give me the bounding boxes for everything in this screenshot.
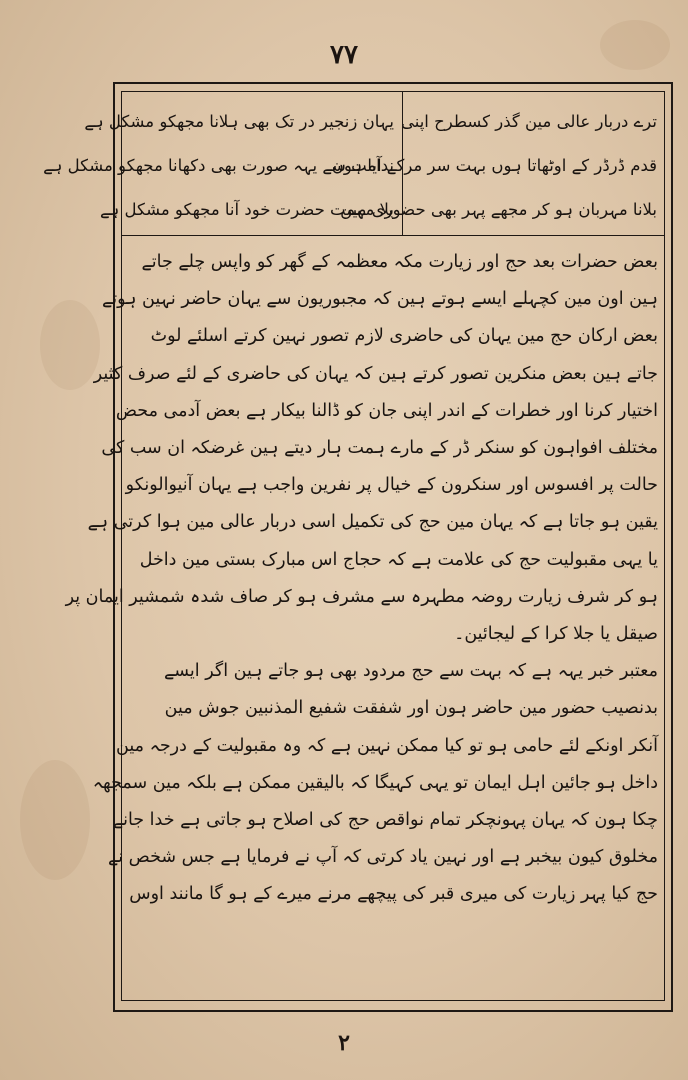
prose-line: یا یہی مقبولیت حج کی علامت ہے کہ حجاج اس مبارک بستی مین داخل [139, 549, 658, 570]
prose-line: بعض حضرات بعد حج اور زیارت مکہ معظمہ کے گھر کو واپس چلے جاتے [141, 252, 658, 272]
poem-line: بلا مہمت حضرت خود آنا مجھکو مشکل ہے [99, 200, 394, 219]
prose-line: بدنصیب حضور مین حاضر ہون اور شفقت شفیع المذنبین جوش مین [164, 698, 658, 719]
poem-line: قدم ڈرڈر کے اوٹھاتا ہوں بہت سر مرکے آیا ہون [331, 156, 657, 175]
prose-line: مخلوق کیون بیخبر ہے اور نہین یاد کرتی کہ آپ نے فرمایا ہے جس شخص نے [108, 847, 658, 868]
poetry-couplet-box [43, 92, 664, 236]
prose-line: داخل ہو جائین اہل ایمان تو یہی کہیگا کہ بالیقین ممکن ہے بلکہ مین سمجھہ [92, 772, 658, 793]
poem-left-column [43, 100, 394, 230]
prose-line: ہین اون مین کچہلے ایسے ہوتے ہین کہ مجبوریون سے یہان حاضر نہین ہوتے [102, 289, 658, 310]
paper-stain [20, 760, 90, 880]
poem-line: یہان زنجیر در تک بھی ہلانا مجھکو مشکل ہے [84, 112, 394, 131]
page-number: ۷۷ [330, 40, 358, 70]
prose-line: چکا ہون کہ یہان پہونچکر تمام نواقص حج کی اصلاح ہو جاتی ہے خدا جانے [112, 810, 658, 831]
poem-line: ترے دربار عالی مین گذر کسطرح اپنی [400, 112, 657, 131]
prose-line: صیقل یا جلا کرا کے لیجائین۔ [454, 624, 658, 645]
text-frame [43, 91, 665, 1001]
paper-stain [40, 300, 100, 390]
prose-body [65, 244, 658, 914]
prose-line: حالت پر افسوس اور سنکرون کے خیال پر نفرین واجب ہے یہان آنیوالونکو [125, 475, 658, 496]
prose-line: بعض ارکان حج مین یہان کی حاضری لازم تصور نہین کرتے اسلئے لوٹ [150, 326, 658, 347]
poem-line: ندامت سے یہہ صورت بھی دکھانا مجھکو مشکل ہے [43, 156, 394, 175]
poem-line: بلانا مہربان ہو کر مجھے پہر بھی حضوری مین [340, 200, 657, 219]
couplet-divider [402, 92, 403, 236]
prose-line: معتبر خبر یہہ ہے کہ بہت سے حج مردود بھی ہو جاتے ہین اگر ایسے [164, 661, 658, 682]
prose-line: یقین ہو جاتا ہے کہ یہان مین حج کی تکمیل اسی دربار عالی مین ہوا کرتی ہے [87, 512, 658, 533]
prose-line: جاتے ہین بعض منکرین تصور کرتے ہین کہ یہان کی حاضری کے لئے صرف کثیر [93, 363, 658, 384]
prose-line: ہو کر شرف زیارت روضہ مطہرہ سے مشرف ہو کر صاف شدہ شمشیر ایمان پر [65, 586, 658, 607]
prose-line: آنکر اونکے لئے حامی ہو تو کیا ممکن نہین ہے کہ وہ مقبولیت کے درجہ مین [116, 735, 658, 756]
prose-line: مختلف افواہون کو سنکر ڈر کے مارے ہمت ہار دیتے ہین غرضکہ ان سب کی [101, 438, 658, 459]
poem-right-column [331, 100, 657, 230]
signature-mark: ۲ [338, 1030, 350, 1056]
prose-line: حج کیا پہر زیارت کی میری قبر کی پیچھے مرنے میرے کے ہو گا مانند اوس [129, 884, 658, 905]
prose-line: اختیار کرنا اور خطرات کے اندر اپنی جان کو ڈالنا بیکار ہے بعض آدمی محض [115, 400, 658, 421]
